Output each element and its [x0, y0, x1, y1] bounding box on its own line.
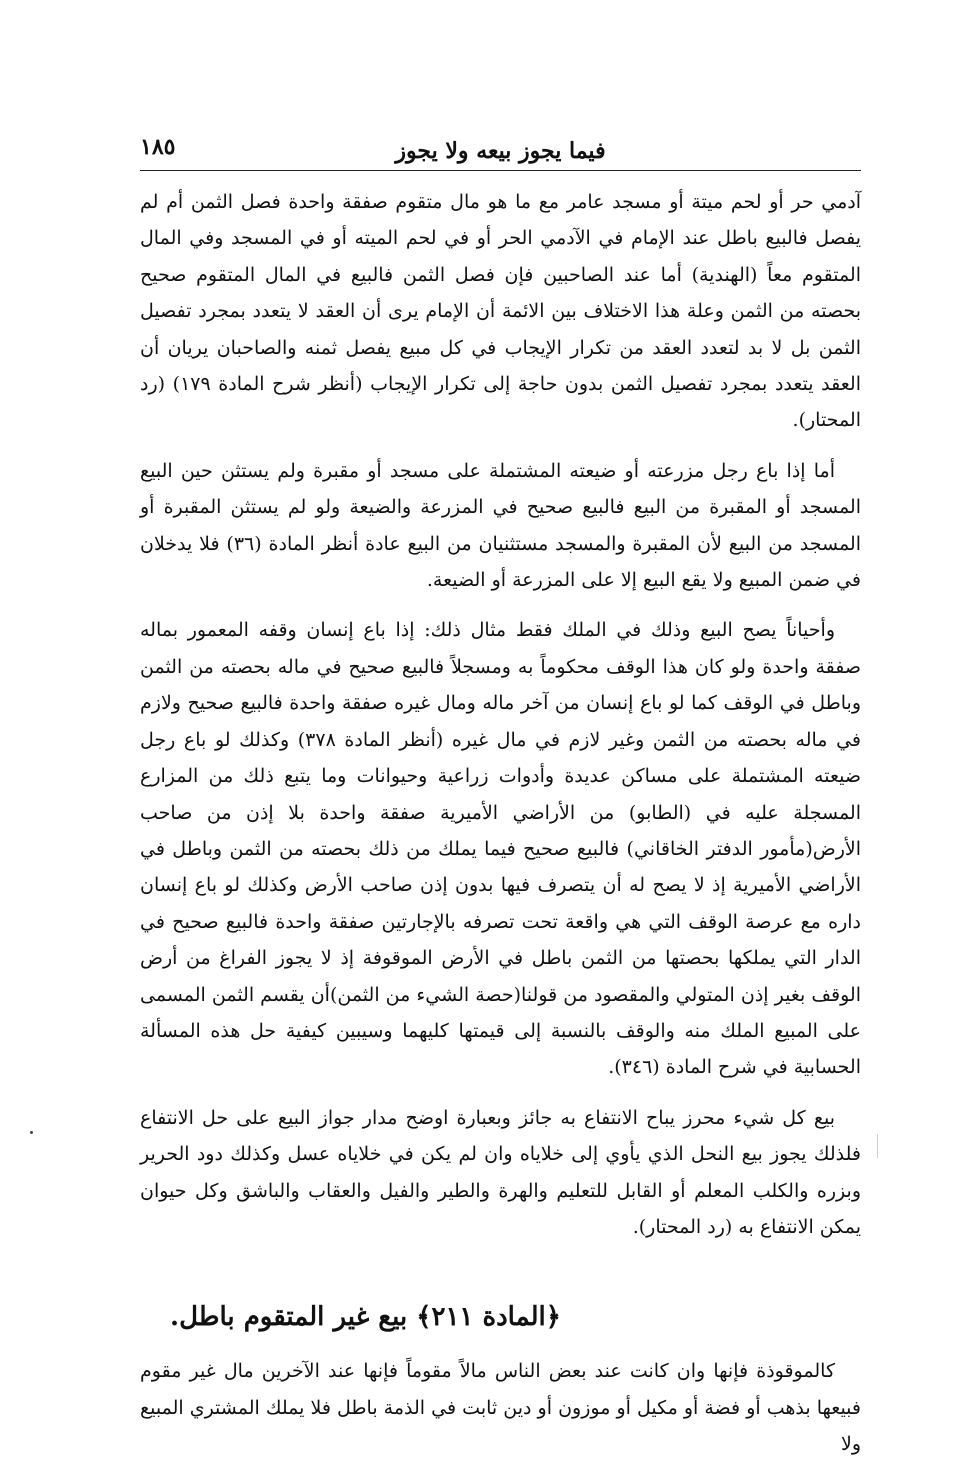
page-number: ١٨٥	[140, 134, 176, 160]
page-body	[140, 184, 861, 1477]
paragraph-2: أما إذا باع رجل مزرعته أو ضيعته المشتملة على مسجد أو مقبرة ولم يستثن حين البيع المسجد أو المقبرة من البيع فالبيع صحيح في المزرعة والضيعة ولو لم يستثن المقبرة أو المسجد من البيع لأن المقبرة والمسجد مستثنيان من البيع عادة أنظر المادة (٣٦) فلا يدخلان في ضمن المبيع ولا يقع البيع إلا على المزرعة أو الضيعة.	[140, 459, 861, 592]
paragraph-4: بيع كل شيء محرز يباح الانتفاع به جائز وبعبارة اوضح مدار جواز البيع على حل الانتفاع فلذلك يجوز بيع النحل الذي يأوي إلى خلاياه وان لم يكن في خلاياه عسل وكذلك دود الحرير وبزره والكلب المعلم أو القابل للتعليم والهرة والطير والفيل والعقاب والباشق وكل حيوان يمكن الانتفاع به (رد المحتار).	[140, 1106, 861, 1238]
running-title: فيما يجوز بيعه ولا يجوز	[395, 138, 606, 164]
paragraph-5: كالموقوذة فإنها وان كانت عند بعض الناس مالاً مقوماً فإنها عند الآخرين مال غير مقوم فبيعها بذهب أو فضة أو مكيل أو موزون أو دين ثابت في الذمة باطل فلا يملك المشتري المبيع ولا	[140, 1360, 861, 1456]
paragraph-1: آدمي حر أو لحم ميتة أو مسجد عامر مع ما هو مال متقوم صفقة واحدة فصل الثمن أم لم يفصل فالبيع باطل عند الإمام في الآدمي الحر أو في لحم الميته أو في المسجد وفي المال المتقوم معاً (الهندية) أما عند الصاحبين فإن فصل الثمن فالبيع في المال المتقوم صحيح بحصته من الثمن وعلة هذا الاختلاف بين الائمة أن الإمام يرى أن العقد لا يتعدد بمجرد تفصيل الثمن بل لا بد لتعدد العقد من تكرار الإيجاب في كل مبيع يفصل ثمنه والصاحبان يريان أن العقد يتعدد بمجرد تفصيل الثمن بدون حاجة إلى تكرار الإيجاب (أنظر شرح المادة ١٧٩) (رد المحتار).	[140, 191, 861, 432]
section-heading: ﴿المادة ٢١١﴾ بيع غير المتقوم باطل.	[170, 1302, 561, 1333]
paragraph-3: وأحياناً يصح البيع وذلك في الملك فقط مثال ذلك: إذا باع إنسان وقفه المعمور بماله صفقة واحدة ولو كان هذا الوقف محكوماً به ومسجلاً فالبيع صحيح في ماله بحصته من الثمن وباطل في الوقف كما لو باع إنسان من آخر ماله ومال غيره صفقة واحدة فالبيع صحيح ولازم في ماله بحصته من الثمن وغير لازم في مال غيره (أنظر المادة ٣٧٨) وكذلك لو باع رجل ضيعته المشتملة على مساكن عديدة وأدوات زراعية وحيوانات وما يتبع ذلك من المزارع المسجلة عليه في (الطابو) من الأراضي الأميرية صفقة واحدة بلا إذن من صاحب الأرض(مأمور الدفتر الخاقاني) فالبيع صحيح فيما يملك من ذلك بحصته من الثمن وباطل في الأراضي الأميرية إذ لا يصح له أن يتصرف فيها بدون إذن صاحب الأرض وكذلك لو باع إنسان داره مع عرصة الوقف التي هي واقعة تحت تصرفه بالإجارتين صفقة واحدة فالبيع صحيح في الدار التي يملكها بحصتها من الثمن باطل في الأرض الموقوفة إذ لا يجوز الفراغ من أرض الوقف بغير إذن المتولي والمقصود من قولنا(حصة الشيء من الثمن)أن يقسم الثمن المسمى على المبيع الملك منه والوقف بالنسبة إلى قيمتها كليهما وسيبين كيفية حل هذه المسألة الحسابية في شرح المادة (٣٤٦).	[140, 619, 861, 1079]
margin-mark	[30, 1131, 33, 1134]
margin-scan-line	[877, 1134, 878, 1158]
page-header	[140, 126, 861, 171]
